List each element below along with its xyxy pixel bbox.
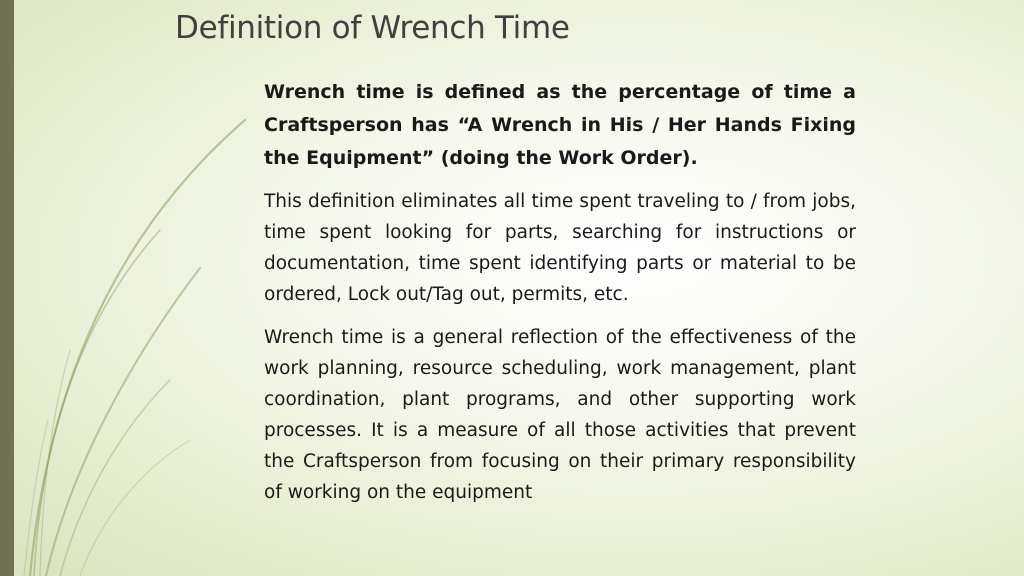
slide-body: [264, 76, 856, 508]
slide-title: Definition of Wrench Time: [175, 10, 570, 46]
swoosh-line: [80, 440, 190, 576]
definition-paragraph: Wrench time is defined as the percentage of time a Craftsperson has “A Wrench in His / Her Hands Fixing the Equipment” (doing the Work Order).: [264, 81, 856, 169]
swoosh-line: [30, 120, 245, 576]
eliminations-paragraph: This definition eliminates all time spent traveling to / from jobs, time spent looking for parts, searching for instructions or documentation, time spent identifying parts or material to be ordered, Lock out/Tag out, permits, etc.: [264, 191, 856, 305]
swoosh-line: [34, 230, 160, 576]
swoosh-line: [46, 268, 200, 576]
reflection-paragraph: Wrench time is a general reflection of the effectiveness of the work planning, resource scheduling, work management, plant coordination, plant programs, and other supporting work processes. It is a measure of all those activities that prevent the Craftsperson from focusing on their primary responsibility of working on the equipment: [264, 327, 856, 503]
